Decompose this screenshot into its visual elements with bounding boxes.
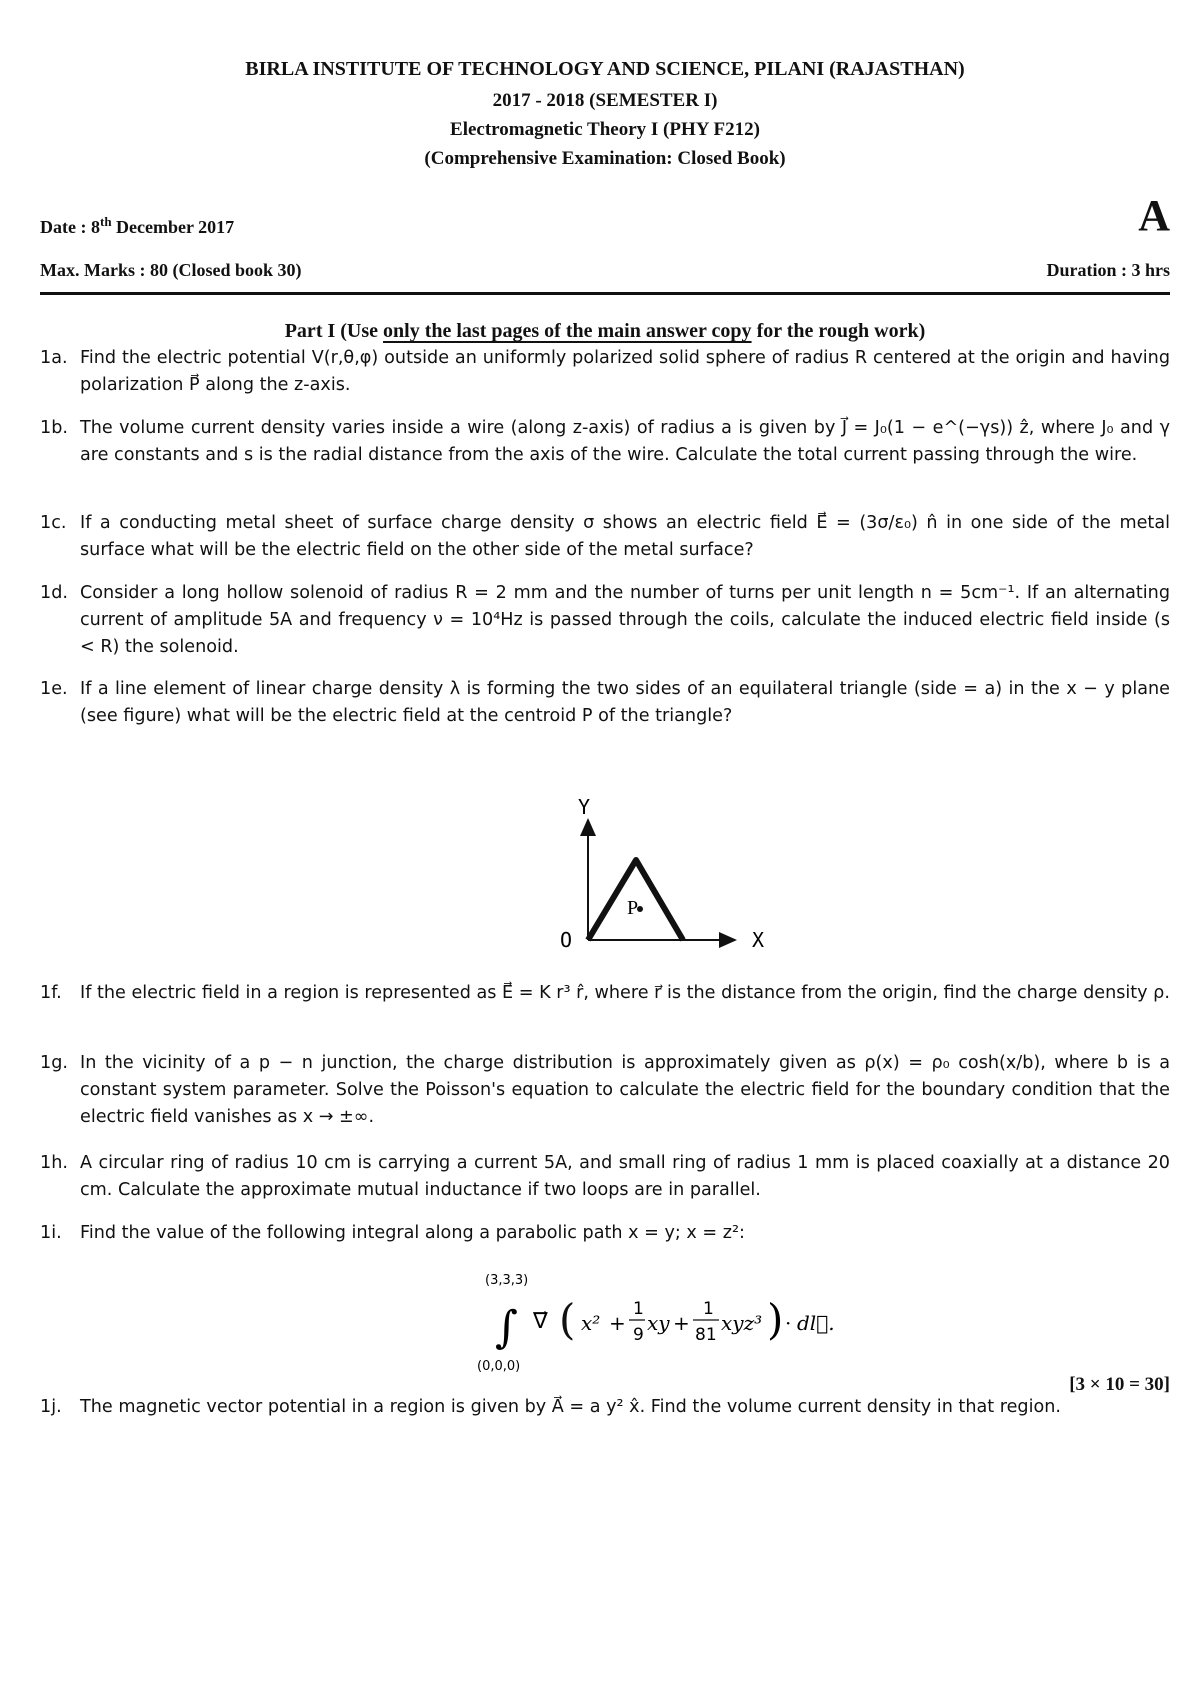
frac2-denominator: 81 (695, 1325, 717, 1345)
question-1c: 1c. If a conducting metal sheet of surface charge density σ shows an electric field E⃗ = (3σ/ε₀) n̂ in one side of the metal surface what will be the electric field on the other side of the metal surface? (40, 513, 1170, 560)
question-set-label: A (1138, 191, 1170, 240)
question-1i: 1i. Find the value of the following integral along a parabolic path x = y; x = z²: (40, 1223, 745, 1243)
svg-text:+: + (609, 1311, 626, 1335)
part-heading: Part I (Use only the last pages of the main answer copy for the rough work) (284, 320, 926, 342)
integral-upper-limit: (3,3,3) (485, 1273, 529, 1288)
nabla-symbol: ∇⃗ (533, 1309, 548, 1334)
course-title: Electromagnetic Theory I (PHY F212) (450, 119, 760, 140)
max-marks: Max. Marks : 80 (Closed book 30) (40, 260, 302, 280)
x-axis-label: X (752, 928, 765, 952)
svg-text:xy: xy (647, 1311, 670, 1335)
exam-type: (Comprehensive Examination: Closed Book) (424, 148, 786, 169)
triangle-figure (548, 784, 778, 954)
marks-summary: [3 × 10 = 30] (1069, 1374, 1170, 1395)
svg-text:·: · (785, 1311, 792, 1335)
duration: Duration : 3 hrs (1046, 260, 1170, 280)
question-1d: 1d. Consider a long hollow solenoid of radius R = 2 mm and the number of turns per unit length n = 5cm⁻¹. If an alternating current of amplitude 5A and frequency ν = 10⁴Hz is passed through the coils, calculate the induced electric field inside (s < R) the solenoid. (40, 583, 1170, 657)
left-paren: ( (559, 1295, 576, 1344)
y-axis-label: Y (578, 795, 591, 819)
line-integral (477, 1262, 845, 1382)
question-1g: 1g. In the vicinity of a p − n junction, the charge distribution is approximately given as ρ(x) = ρ₀ cosh(x/b), where b is a constant system parameter. Solve the Poisson's equation to calculate the electric field for the boundary condition that the electric field vanishes as x → ±∞. (40, 1053, 1170, 1127)
integral-sign: ∫ (495, 1302, 518, 1353)
question-1f: 1f. If the electric field in a region is represented as E⃗ = K r³ r̂, where r⃗ is the distance from the origin, find the charge density ρ. (40, 983, 1170, 1003)
frac1-denominator: 9 (633, 1325, 644, 1345)
svg-text:xyz³: xyz³ (721, 1311, 763, 1335)
frac2-numerator: 1 (703, 1299, 714, 1319)
question-1b: 1b. The volume current density varies inside a wire (along z-axis) of radius a is given by J⃗ = J₀(1 − e^(−γs)) ẑ, where J₀ and γ are constants and s is the radial distance from the axis of the wire. Calculate the total current passing through the wire. (40, 418, 1170, 465)
question-1e: 1e. If a line element of linear charge density λ is forming the two sides of an equilateral triangle (side = a) in the x − y plane (see figure) what will be the electric field at the centroid P of the triangle? (40, 679, 1170, 726)
exam-page (40, 0, 1170, 1698)
frac1-numerator: 1 (633, 1299, 644, 1319)
origin-label: O (560, 928, 573, 952)
point-label: P (627, 897, 639, 919)
question-1h: 1h. A circular ring of radius 10 cm is carrying a current 5A, and small ring of radius 1 mm is placed coaxially at a distance 20 cm. Calculate the approximate mutual inductance if two loops are in parallel. (40, 1153, 1170, 1200)
svg-text:dl⃗.: dl⃗. (797, 1311, 835, 1335)
exam-date: Date : 8th December 2017 (40, 214, 235, 237)
svg-text:x²: x² (581, 1311, 601, 1335)
question-1j: 1j. The magnetic vector potential in a region is given by A⃗ = a y² x̂. Find the volume current density in that region. (40, 1397, 1061, 1417)
session-line: 2017 - 2018 (SEMESTER I) (492, 90, 718, 111)
integral-lower-limit: (0,0,0) (477, 1359, 521, 1374)
right-paren: ) (767, 1295, 784, 1344)
question-1a: 1a. Find the electric potential V(r,θ,φ) outside an uniformly polarized solid sphere of radius R centered at the origin and having polarization P⃗ along the z-axis. (40, 348, 1170, 395)
institute-title: BIRLA INSTITUTE OF TECHNOLOGY AND SCIENCE, PILANI (RAJASTHAN) (245, 58, 965, 80)
svg-text:+: + (673, 1311, 690, 1335)
marks-row (40, 260, 1170, 281)
header-divider (40, 292, 1170, 295)
